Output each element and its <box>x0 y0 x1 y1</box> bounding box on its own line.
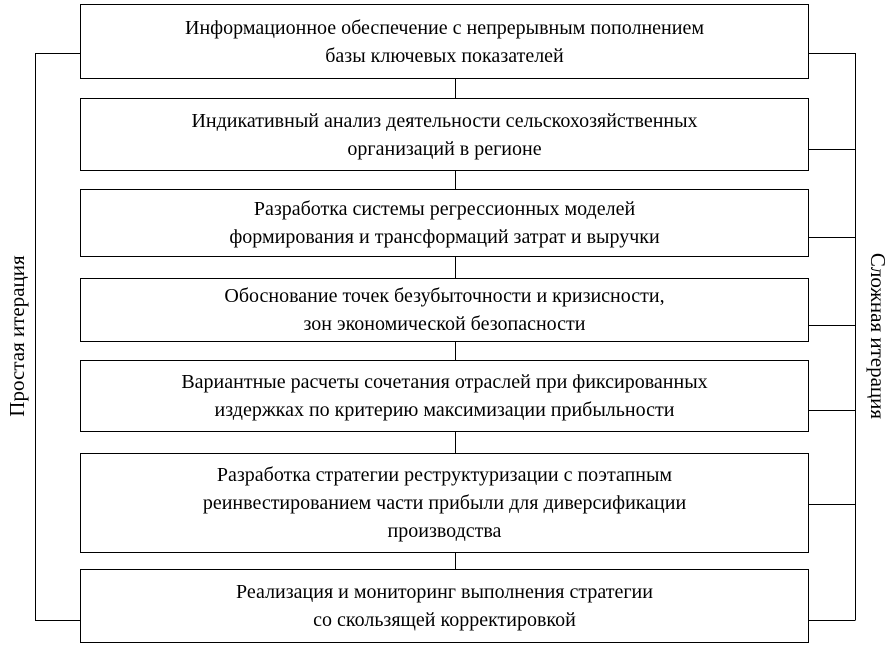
step-label: Вариантные расчеты сочетания отраслей при фиксированных издержках по критерию максимизации прибыльности <box>181 371 708 421</box>
complex-iteration-label: Сложная итерация <box>866 252 890 420</box>
step-regression-models <box>80 189 809 257</box>
step-breakeven-points <box>80 278 809 342</box>
step-label: Разработка стратегии реструктуризации с поэтапным реинвестированием части прибыли для диверсификации производства <box>202 464 687 542</box>
simple-iteration-loop <box>36 54 81 621</box>
step-label: Индикативный анализ деятельности сельскохозяйственных организаций в регионе <box>191 109 698 160</box>
step-label: Разработка системы регрессионных моделей формирования и трансформаций затрат и выручки <box>229 198 660 248</box>
step-indicative-analysis <box>80 98 809 171</box>
step-information-support <box>80 4 809 79</box>
step-variant-calculations <box>80 360 809 432</box>
step-label: Реализация и мониторинг выполнения стратегии со скользящей корректировкой <box>236 581 653 631</box>
simple-iteration-label: Простая итерация <box>5 255 29 417</box>
step-restructuring-strategy <box>80 453 809 553</box>
step-label: Информационное обеспечение с непрерывным пополнением базы ключевых показателей <box>185 16 704 67</box>
step-implementation-monitoring <box>80 569 809 643</box>
step-label: Обоснование точек безубыточности и кризисности, зон экономической безопасности <box>224 285 665 335</box>
